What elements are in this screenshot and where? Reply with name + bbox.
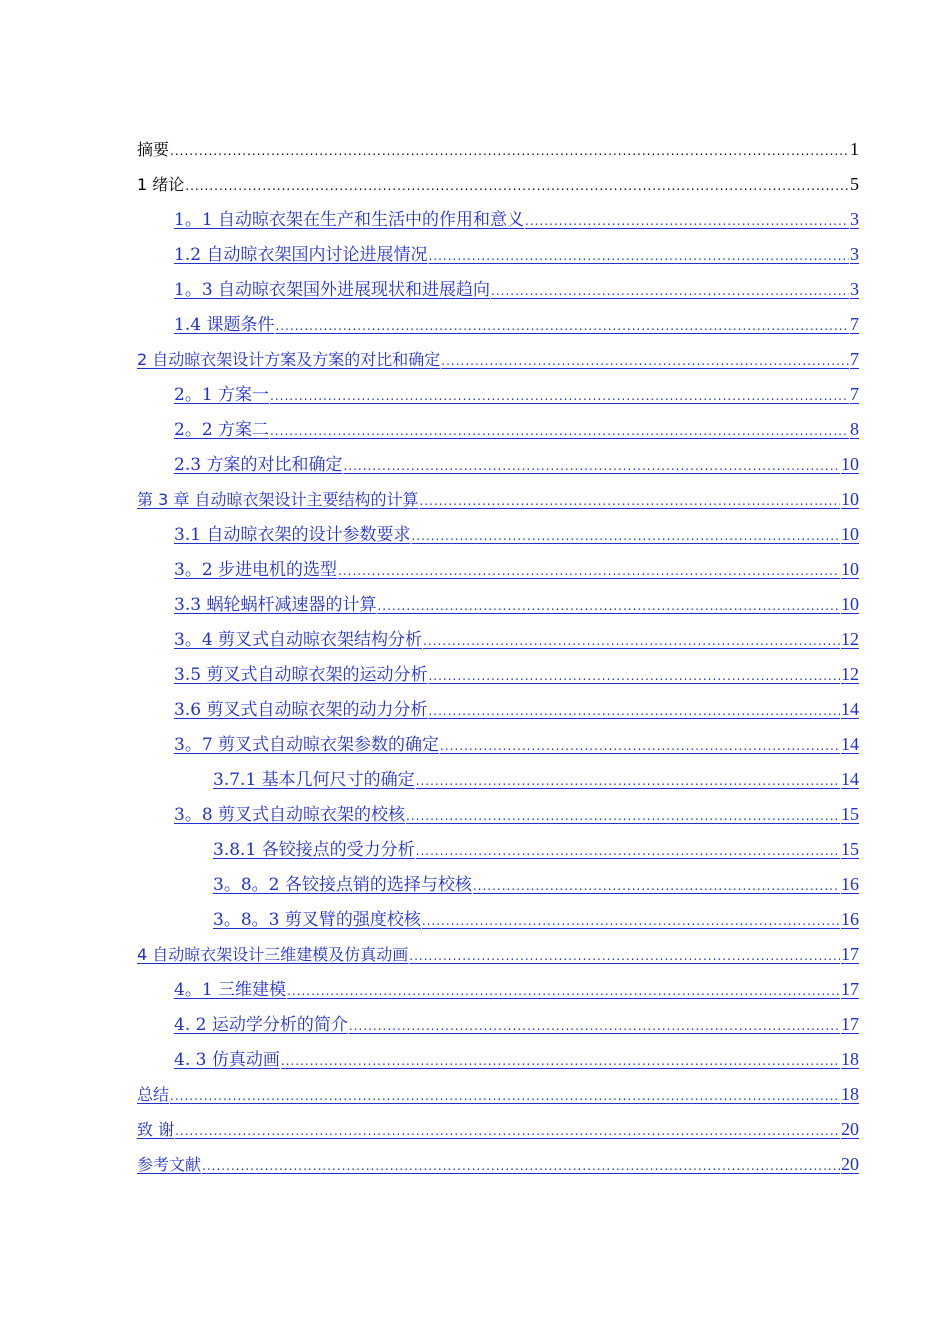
toc-entry[interactable] (137, 447, 859, 482)
toc-entry-title: 3.1 自动晾衣架的设计参数要求 (174, 525, 411, 545)
toc-entry-title: 3.5 剪叉式自动晾衣架的运动分析 (174, 665, 428, 685)
toc-page-number: 18 (841, 1049, 859, 1069)
table-of-contents (137, 132, 859, 1182)
toc-entry[interactable] (137, 237, 859, 272)
toc-entry[interactable] (137, 412, 859, 447)
toc-entry[interactable] (137, 657, 859, 692)
toc-entry-title: 4。1 三维建模 (174, 980, 287, 1000)
toc-dot-leader (287, 974, 840, 1009)
toc-entry-title: 3.8.1 各铰接点的受力分析 (213, 840, 415, 860)
toc-entry-title: 3.6 剪叉式自动晾衣架的动力分析 (174, 700, 428, 720)
toc-entry[interactable] (137, 622, 859, 657)
toc-entry[interactable] (137, 342, 859, 377)
toc-entry-title: 总结 (137, 1085, 170, 1104)
toc-page-number: 10 (841, 454, 859, 474)
toc-entry-title: 摘要 (137, 140, 170, 159)
toc-page-number: 20 (841, 1119, 859, 1139)
toc-dot-leader (491, 274, 849, 309)
toc-entry[interactable] (137, 1112, 859, 1147)
toc-entry-title: 4 自动晾衣架设计三维建模及仿真动画 (137, 945, 409, 964)
toc-entry[interactable] (137, 517, 859, 552)
toc-dot-leader (170, 1079, 840, 1114)
toc-entry[interactable] (137, 937, 859, 972)
toc-dot-leader (377, 589, 840, 624)
toc-entry-title: 3。4 剪叉式自动晾衣架结构分析 (174, 630, 423, 650)
toc-dot-leader (202, 1149, 840, 1184)
toc-entry[interactable] (137, 832, 859, 867)
toc-page-number: 3 (850, 279, 859, 299)
toc-dot-leader (406, 799, 840, 834)
toc-dot-leader (416, 834, 840, 869)
toc-entry[interactable] (137, 1042, 859, 1077)
toc-entry[interactable] (137, 727, 859, 762)
toc-entry[interactable] (137, 902, 859, 937)
toc-entry[interactable] (137, 1077, 859, 1112)
toc-entry-title: 1。3 自动晾衣架国外进展现状和进展趋向 (174, 280, 491, 300)
toc-entry[interactable] (137, 552, 859, 587)
toc-entry-title: 第 3 章 自动晾衣架设计主要结构的计算 (137, 490, 419, 509)
toc-page-number: 16 (841, 909, 859, 929)
toc-dot-leader (441, 344, 849, 379)
toc-entry-title: 2 自动晾衣架设计方案及方案的对比和确定 (137, 350, 441, 369)
toc-page-number: 3 (850, 244, 859, 264)
toc-entry (137, 167, 859, 202)
toc-page-number: 15 (841, 804, 859, 824)
toc-entry-title: 3.3 蜗轮蜗杆减速器的计算 (174, 595, 377, 615)
toc-page-number: 8 (850, 419, 859, 439)
toc-dot-leader (275, 309, 849, 344)
toc-dot-leader (419, 484, 840, 519)
toc-entry-title: 2。1 方案一 (174, 385, 270, 405)
toc-page-number: 14 (841, 699, 859, 719)
toc-page-number: 10 (841, 524, 859, 544)
toc-entry[interactable] (137, 797, 859, 832)
toc-entry-title: 2。2 方案二 (174, 420, 270, 440)
toc-page-number: 14 (841, 769, 859, 789)
toc-dot-leader (349, 1009, 840, 1044)
toc-entry[interactable] (137, 377, 859, 412)
toc-dot-leader (270, 379, 849, 414)
toc-entry-title: 参考文献 (137, 1155, 202, 1174)
toc-page-number: 10 (841, 489, 859, 509)
toc-dot-leader (422, 904, 840, 939)
toc-page-number: 3 (850, 209, 859, 229)
toc-entry[interactable] (137, 202, 859, 237)
toc-entry-title: 4. 2 运动学分析的简介 (174, 1015, 348, 1035)
toc-entry[interactable] (137, 867, 859, 902)
toc-dot-leader (473, 869, 840, 904)
toc-entry-title: 4. 3 仿真动画 (174, 1050, 280, 1070)
toc-entry-title: 1 绪论 (137, 175, 185, 194)
toc-page-number: 7 (850, 349, 859, 369)
toc-dot-leader (409, 939, 840, 974)
toc-page-number: 15 (841, 839, 859, 859)
toc-entry-title: 2.3 方案的对比和确定 (174, 455, 343, 475)
toc-entry[interactable] (137, 1007, 859, 1042)
toc-page-number: 10 (841, 594, 859, 614)
toc-dot-leader (185, 169, 849, 204)
toc-entry (137, 132, 859, 167)
toc-entry-title: 3。8 剪叉式自动晾衣架的校核 (174, 805, 406, 825)
toc-dot-leader (270, 414, 849, 449)
toc-page-number: 12 (841, 664, 859, 684)
toc-entry[interactable] (137, 1147, 859, 1182)
toc-dot-leader (440, 729, 840, 764)
toc-page-number: 16 (841, 874, 859, 894)
toc-entry[interactable] (137, 762, 859, 797)
toc-dot-leader (338, 554, 840, 589)
toc-entry[interactable] (137, 272, 859, 307)
toc-dot-leader (343, 449, 840, 484)
toc-entry-title: 3。2 步进电机的选型 (174, 560, 338, 580)
toc-page-number: 7 (850, 314, 859, 334)
toc-page-number: 1 (850, 139, 859, 159)
toc-entry[interactable] (137, 972, 859, 1007)
toc-entry-title: 3。8。2 各铰接点销的选择与校核 (213, 875, 472, 895)
toc-entry-title: 致 谢 (137, 1120, 175, 1139)
toc-dot-leader (525, 204, 849, 239)
toc-entry[interactable] (137, 307, 859, 342)
toc-entry-title: 3。7 剪叉式自动晾衣架参数的确定 (174, 735, 440, 755)
toc-page-number: 17 (841, 979, 859, 999)
toc-entry-title: 1。1 自动晾衣架在生产和生活中的作用和意义 (174, 210, 525, 230)
toc-entry-title: 3.7.1 基本几何尺寸的确定 (213, 770, 415, 790)
toc-dot-leader (281, 1044, 840, 1079)
toc-page-number: 14 (841, 734, 859, 754)
toc-page-number: 10 (841, 559, 859, 579)
toc-dot-leader (428, 694, 840, 729)
toc-dot-leader (170, 134, 849, 169)
toc-entry-title: 3。8。3 剪叉臂的强度校核 (213, 910, 421, 930)
toc-dot-leader (411, 519, 840, 554)
toc-dot-leader (428, 659, 840, 694)
toc-page-number: 5 (850, 174, 859, 194)
toc-page-number: 17 (841, 1014, 859, 1034)
toc-dot-leader (428, 239, 849, 274)
toc-page-number: 17 (841, 944, 859, 964)
toc-entry[interactable] (137, 692, 859, 727)
toc-dot-leader (416, 764, 840, 799)
toc-entry[interactable] (137, 482, 859, 517)
toc-entry-title: 1.4 课题条件 (174, 315, 275, 335)
toc-page-number: 18 (841, 1084, 859, 1104)
toc-dot-leader (175, 1114, 840, 1149)
toc-page-number: 12 (841, 629, 859, 649)
toc-page-number: 20 (841, 1154, 859, 1174)
toc-entry-title: 1.2 自动晾衣架国内讨论进展情况 (174, 245, 428, 265)
toc-entry[interactable] (137, 587, 859, 622)
toc-dot-leader (423, 624, 840, 659)
toc-page-number: 7 (850, 384, 859, 404)
